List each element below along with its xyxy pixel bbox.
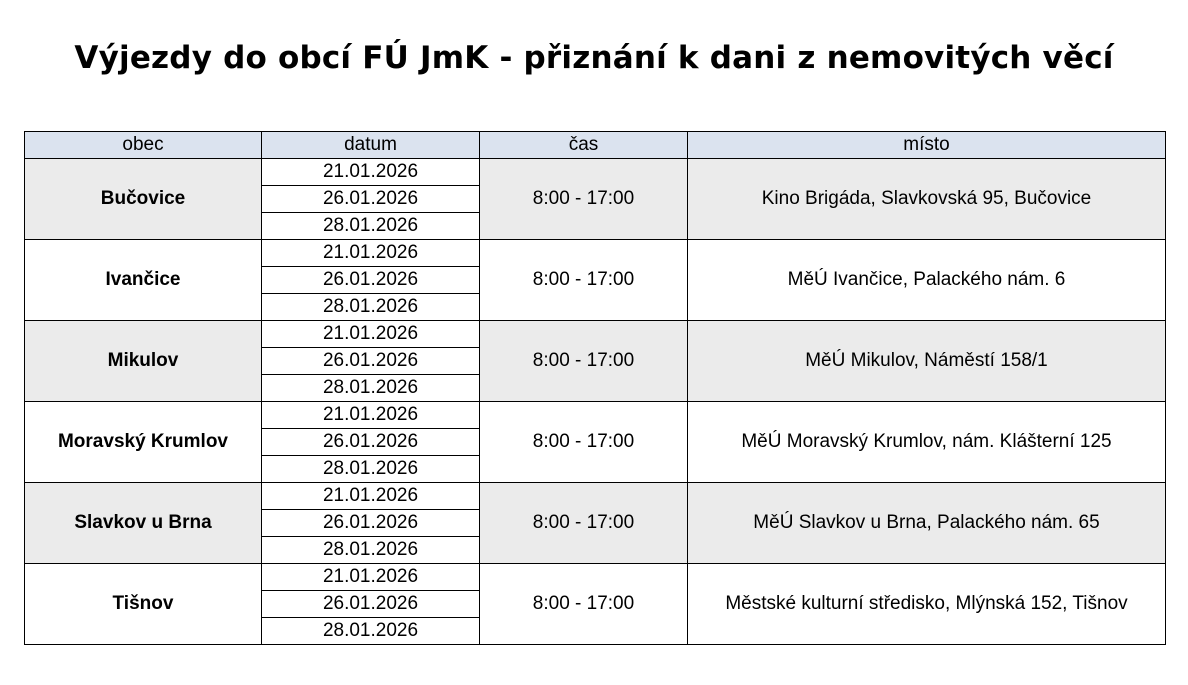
- cell-date: 28.01.2026: [262, 213, 480, 240]
- cell-date: 28.01.2026: [262, 375, 480, 402]
- cell-misto: Městské kulturní středisko, Mlýnská 152, Tišnov: [688, 564, 1166, 645]
- cell-cas: 8:00 - 17:00: [480, 564, 688, 645]
- cell-date: 28.01.2026: [262, 618, 480, 645]
- schedule-table: [24, 131, 1166, 645]
- cell-misto: MěÚ Ivančice, Palackého nám. 6: [688, 240, 1166, 321]
- table-row: [25, 402, 1166, 429]
- cell-obec: Moravský Krumlov: [25, 402, 262, 483]
- cell-obec: Bučovice: [25, 159, 262, 240]
- cell-misto: MěÚ Moravský Krumlov, nám. Klášterní 125: [688, 402, 1166, 483]
- cell-obec: Slavkov u Brna: [25, 483, 262, 564]
- cell-date: 21.01.2026: [262, 321, 480, 348]
- column-header-obec: obec: [25, 132, 262, 159]
- cell-cas: 8:00 - 17:00: [480, 483, 688, 564]
- cell-date: 28.01.2026: [262, 294, 480, 321]
- cell-date: 21.01.2026: [262, 402, 480, 429]
- cell-misto: MěÚ Mikulov, Náměstí 158/1: [688, 321, 1166, 402]
- table-row: [25, 564, 1166, 591]
- column-header-datum: datum: [262, 132, 480, 159]
- cell-obec: Mikulov: [25, 321, 262, 402]
- cell-date: 21.01.2026: [262, 240, 480, 267]
- cell-cas: 8:00 - 17:00: [480, 159, 688, 240]
- table-row: [25, 483, 1166, 510]
- page-title: Výjezdy do obcí FÚ JmK - přiznání k dani z nemovitých věcí: [74, 40, 1114, 76]
- cell-date: 26.01.2026: [262, 267, 480, 294]
- table-row: [25, 240, 1166, 267]
- cell-cas: 8:00 - 17:00: [480, 402, 688, 483]
- cell-date: 26.01.2026: [262, 186, 480, 213]
- cell-date: 21.01.2026: [262, 159, 480, 186]
- cell-date: 26.01.2026: [262, 429, 480, 456]
- column-header-cas: čas: [480, 132, 688, 159]
- cell-date: 21.01.2026: [262, 564, 480, 591]
- cell-misto: Kino Brigáda, Slavkovská 95, Bučovice: [688, 159, 1166, 240]
- cell-misto: MěÚ Slavkov u Brna, Palackého nám. 65: [688, 483, 1166, 564]
- cell-obec: Tišnov: [25, 564, 262, 645]
- cell-date: 28.01.2026: [262, 456, 480, 483]
- cell-date: 26.01.2026: [262, 510, 480, 537]
- table-row: [25, 321, 1166, 348]
- cell-date: 28.01.2026: [262, 537, 480, 564]
- table-row: [25, 159, 1166, 186]
- table-header-row: [25, 132, 1166, 159]
- cell-date: 26.01.2026: [262, 591, 480, 618]
- cell-cas: 8:00 - 17:00: [480, 321, 688, 402]
- cell-date: 21.01.2026: [262, 483, 480, 510]
- cell-obec: Ivančice: [25, 240, 262, 321]
- cell-cas: 8:00 - 17:00: [480, 240, 688, 321]
- cell-date: 26.01.2026: [262, 348, 480, 375]
- column-header-misto: místo: [688, 132, 1166, 159]
